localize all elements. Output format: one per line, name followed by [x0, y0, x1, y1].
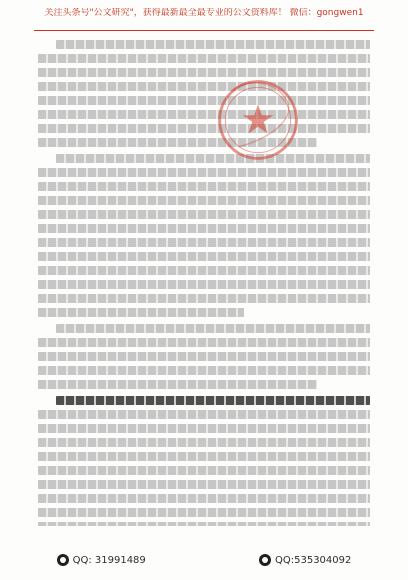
footer-qq2-label: QQ:535304092: [275, 554, 352, 566]
footer-qq-2: [259, 554, 351, 566]
paragraph: [38, 154, 370, 317]
paragraph: [38, 324, 370, 389]
banner-text: 关注头条号"公文研究"，获得最新最全最专业的公文资料库！ 微信：gongwen1: [44, 8, 364, 18]
qq-icon: [259, 554, 271, 566]
paragraph: [38, 40, 370, 147]
paragraph-emphasis: [38, 396, 370, 526]
footer-qq: [57, 554, 146, 566]
qq-icon: [57, 554, 69, 566]
footer-qq-label: QQ: 31991489: [72, 554, 146, 566]
header-banner: [34, 8, 374, 31]
footer: [0, 550, 408, 570]
document-body: [38, 40, 370, 526]
